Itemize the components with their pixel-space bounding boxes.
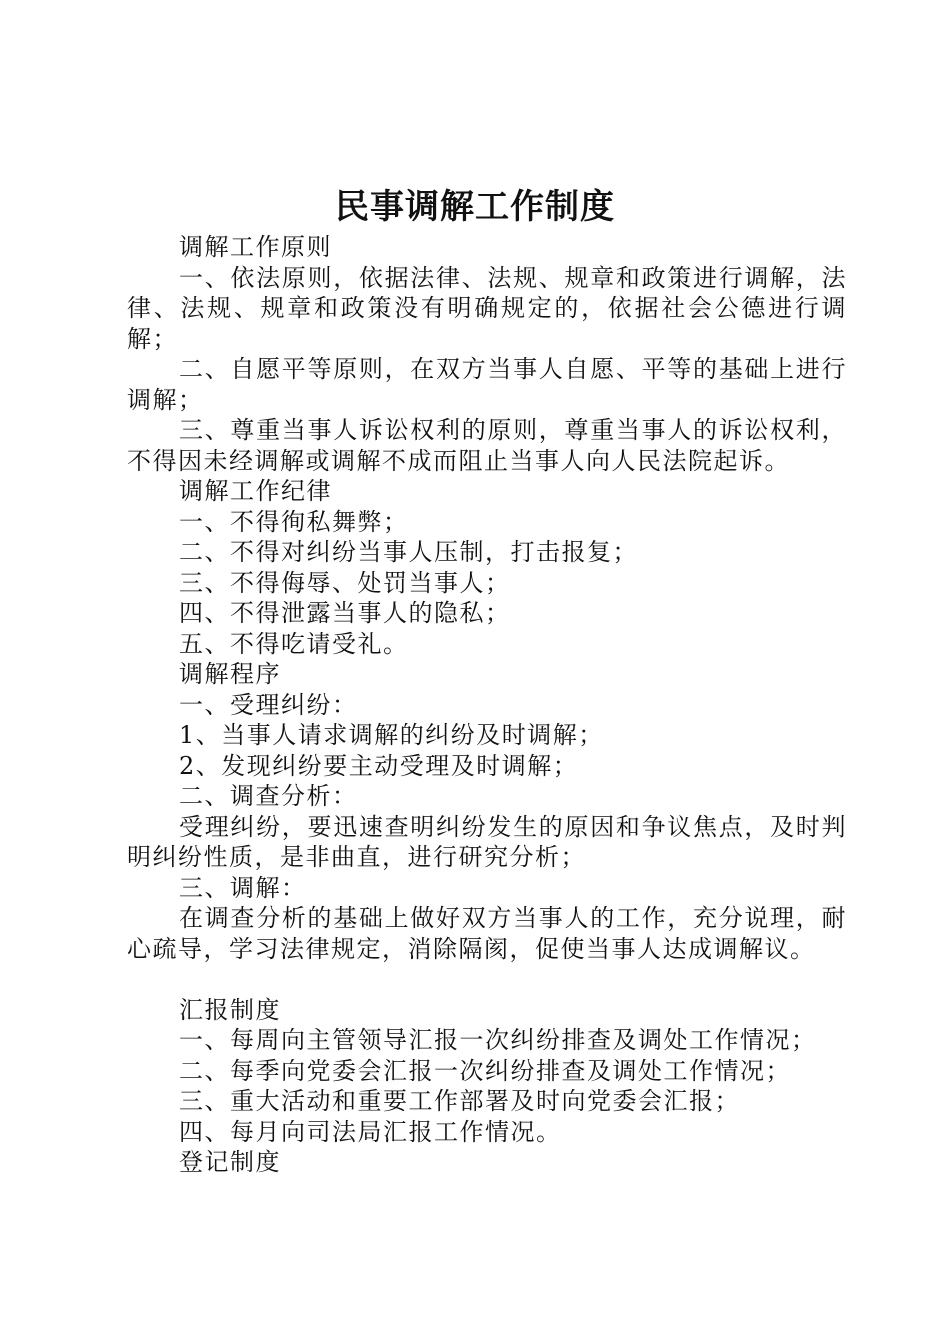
procedure-step-1-item: 2、发现纠纷要主动受理及时调解；: [179, 751, 579, 780]
principle-paragraph-3: 三、尊重当事人诉讼权利的原则，尊重当事人的诉讼权利，不得因未经调解或调解不成而阻止当事人向人民法院起诉。: [127, 416, 847, 475]
reporting-item: 一、每周向主管领导汇报一次纠纷排查及调处工作情况；: [179, 1026, 817, 1054]
reporting-item: 三、重大活动和重要工作部署及时向党委会汇报；: [179, 1087, 740, 1115]
procedure-step-3: 三、调解：: [179, 873, 307, 902]
procedure-step-2-text: 受理纠纷，要迅速查明纠纷发生的原因和争议焦点，及时判明纠纷性质，是非曲直，进行研究分析；: [127, 812, 847, 871]
procedure-step-1: 一、受理纠纷：: [179, 690, 358, 719]
section-heading-discipline: 调解工作纪律: [179, 477, 332, 505]
section-heading-procedure: 调解程序: [179, 660, 281, 688]
discipline-item: 一、不得徇私舞弊；: [179, 507, 409, 536]
reporting-item: 四、每月向司法局汇报工作情况。: [179, 1117, 562, 1146]
principle-paragraph-2: 二、自愿平等原则，在双方当事人自愿、平等的基础上进行调解；: [127, 355, 847, 414]
principle-paragraph-1: 一、依法原则，依据法律、法规、规章和政策进行调解，法律、法规、规章和政策没有明确规定的，依据社会公德进行调解；: [127, 263, 847, 353]
procedure-step-3-text: 在调查分析的基础上做好双方当事人的工作，充分说理，耐心疏导，学习法律规定，消除隔阂，促使当事人达成调解议。: [127, 904, 847, 963]
procedure-step-2: 二、调查分析：: [179, 782, 358, 810]
document-body: [127, 232, 847, 1178]
section-heading-principles: 调解工作原则: [179, 233, 332, 261]
discipline-item: 四、不得泄露当事人的隐私；: [179, 599, 511, 627]
section-heading-reporting: 汇报制度: [179, 995, 281, 1024]
section-heading-registration: 登记制度: [179, 1148, 281, 1176]
document-title: 民事调解工作制度: [335, 187, 615, 227]
discipline-item: 五、不得吃请受礼。: [179, 629, 409, 658]
discipline-item: 二、不得对纠纷当事人压制，打击报复；: [179, 538, 638, 566]
blank-line: [127, 964, 847, 995]
reporting-item: 二、每季向党委会汇报一次纠纷排查及调处工作情况；: [179, 1056, 791, 1085]
discipline-item: 三、不得侮辱、处罚当事人；: [179, 568, 511, 597]
procedure-step-1-item: 1、当事人请求调解的纠纷及时调解；: [179, 721, 604, 749]
